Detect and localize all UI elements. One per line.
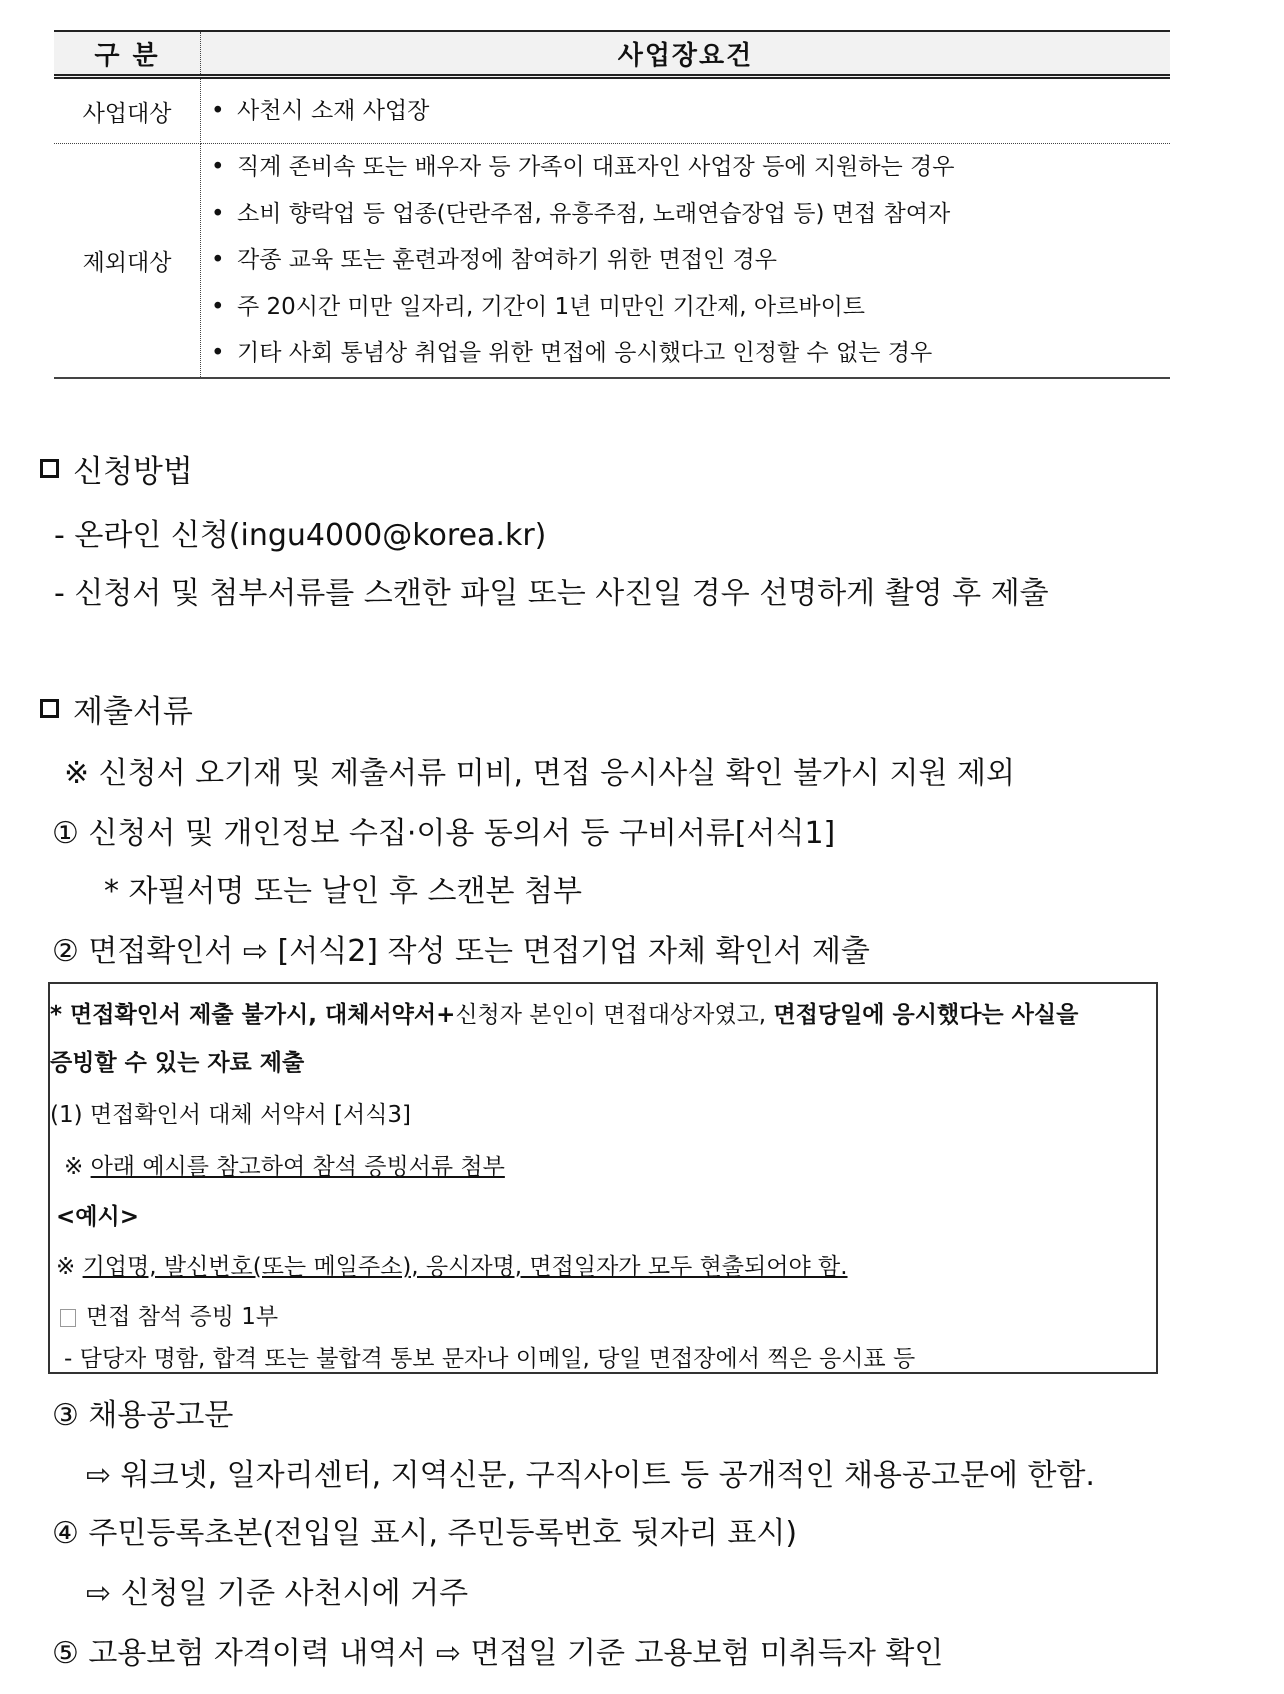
box-line-6: ※ 기업명, 발신번호(또는 메일주소), 응시자명, 면접일자가 모두 현출되어야 함. [56, 1254, 848, 1280]
header-requirements: 사업장요건 [201, 31, 1171, 77]
row-category: 제외대상 [54, 144, 201, 378]
square-icon [40, 459, 59, 478]
checkbox-icon [60, 1309, 76, 1327]
box-example-label: <예시> [56, 1204, 139, 1230]
header-category: 구 분 [54, 31, 201, 77]
table-row [54, 77, 1170, 144]
table-header-row [54, 31, 1170, 77]
square-icon [40, 699, 59, 718]
docs-note: ※ 신청서 오기재 및 제출서류 미비, 면접 응시사실 확인 불가시 지원 제외 [64, 756, 1016, 791]
box-line-1: * 면접확인서 제출 불가시, 대체서약서+신청자 본인이 면접대상자였고, 면접당일에 응시했다는 사실을 [50, 1002, 1079, 1028]
docs-item-1: ① 신청서 및 개인정보 수집·이용 동의서 등 구비서류[서식1] [52, 816, 836, 851]
bullet: • [211, 340, 225, 366]
bullet: • [211, 200, 225, 227]
box-line-2: 증빙할 수 있는 자료 제출 [50, 1050, 305, 1076]
list-item: • 소비 향락업 등 업종(단란주점, 유흥주점, 노래연습장업 등) 면접 참여자 [201, 191, 1170, 238]
docs-item-2: ② 면접확인서 ⇨ [서식2] 작성 또는 면접기업 자체 확인서 제출 [52, 934, 870, 969]
docs-item-3: ③ 채용공고문 [52, 1398, 234, 1433]
apply-line-scan: - 신청서 및 첨부서류를 스캔한 파일 또는 사진일 경우 선명하게 촬영 후 제출 [54, 576, 1049, 611]
requirements-table [54, 30, 1170, 379]
row-category: 사업대상 [54, 77, 201, 144]
section-title-docs: 제출서류 [40, 686, 193, 731]
docs-item-5: ⑤ 고용보험 자격이력 내역서 ⇨ 면접일 기준 고용보험 미취득자 확인 [52, 1636, 944, 1671]
notice-box [48, 982, 1158, 1374]
bullet: • [211, 247, 225, 273]
list-item: • 각종 교육 또는 훈련과정에 참여하기 위한 면접인 경우 [201, 237, 1170, 284]
docs-item-4: ④ 주민등록초본(전입일 표시, 주민등록번호 뒷자리 표시) [52, 1516, 798, 1551]
apply-line-online: - 온라인 신청(ingu4000@korea.kr) [54, 518, 547, 553]
bullet: • [211, 97, 225, 124]
box-line-8: - 담당자 명함, 합격 또는 불합격 통보 문자나 이메일, 당일 면접장에서 찍은 응시표 등 [64, 1346, 916, 1372]
row-items [201, 77, 1171, 144]
box-line-7: 면접 참석 증빙 1부 [60, 1298, 278, 1331]
docs-item-1-sub: * 자필서명 또는 날인 후 스캔본 첨부 [104, 874, 582, 909]
box-line-3: (1) 면접확인서 대체 서약서 [서식3] [50, 1102, 412, 1128]
section-title-apply: 신청방법 [40, 446, 193, 491]
docs-item-3-sub: ⇨ 워크넷, 일자리센터, 지역신문, 구직사이트 등 공개적인 채용공고문에 한함. [86, 1458, 1095, 1493]
list-item: • 직계 존비속 또는 배우자 등 가족이 대표자인 사업장 등에 지원하는 경우 [201, 144, 1170, 191]
bullet: • [211, 154, 225, 180]
box-line-4: ※ 아래 예시를 참고하여 참석 증빙서류 첨부 [64, 1154, 505, 1180]
list-item: • 사천시 소재 사업장 [201, 88, 1170, 135]
row-items [201, 144, 1171, 378]
list-item: • 주 20시간 미만 일자리, 기간이 1년 미만인 기간제, 아르바이트 [201, 284, 1170, 331]
list-item: • 기타 사회 통념상 취업을 위한 면접에 응시했다고 인정할 수 없는 경우 [201, 330, 1170, 377]
table-row [54, 144, 1170, 378]
bullet: • [211, 293, 225, 320]
docs-item-4-sub: ⇨ 신청일 기준 사천시에 거주 [86, 1576, 469, 1611]
